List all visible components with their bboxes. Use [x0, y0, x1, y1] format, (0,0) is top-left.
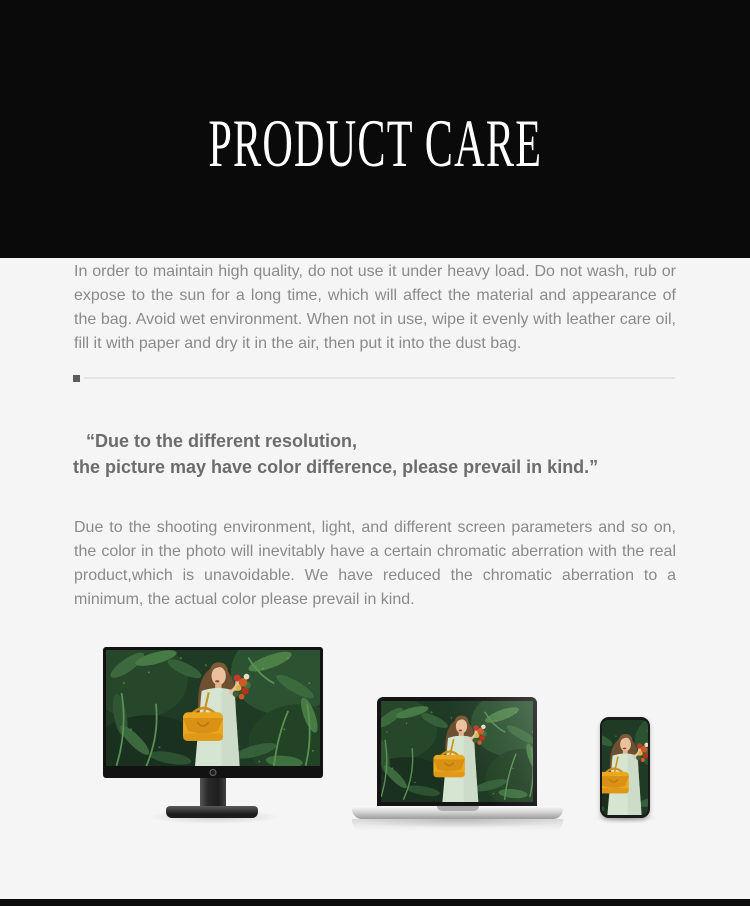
chromatic-aberration-paragraph: Due to the shooting environment, light, and different screen parameters and so on, the color in the photo will inevitably have a certain chromatic aberration with the real product,which is unavoidable. We have reduced the chromatic aberration to a minimum, the actual color please prevail in kind. — [74, 519, 676, 608]
laptop-photo — [381, 701, 533, 802]
monitor-brand-logo-icon — [210, 769, 217, 776]
monitor-stand-neck — [200, 778, 226, 808]
laptop-base — [352, 806, 563, 819]
divider-square-icon — [73, 375, 80, 382]
banner — [0, 0, 750, 258]
care-instructions-paragraph: In order to maintain high quality, do not use it under heavy load. Do not wash, rub or expose to the sun for a long time, which will affect the material and appearance of the bag. Avoid wet environment. When not in use, wipe it evenly with leather care oil, fill it with paper and dry it in the air, then put it into the dust bag. — [74, 263, 676, 352]
color-difference-quote — [73, 428, 598, 480]
monitor-photo — [106, 650, 320, 766]
bottom-bar — [0, 899, 750, 906]
phone-photo — [602, 720, 648, 815]
section-divider — [73, 374, 675, 382]
laptop-display — [377, 697, 537, 806]
phone-display — [600, 717, 650, 818]
quote-line-1: “Due to the different resolution, — [86, 431, 358, 451]
monitor-display — [103, 647, 323, 778]
monitor-stand-base — [166, 806, 258, 818]
divider-line — [84, 377, 675, 379]
laptop-lid-notch — [437, 806, 479, 811]
laptop-reflection — [352, 819, 563, 831]
quote-line-2: the picture may have color difference, please prevail in kind.” — [73, 457, 599, 477]
page-title: PRODUCT CARE — [208, 104, 542, 181]
